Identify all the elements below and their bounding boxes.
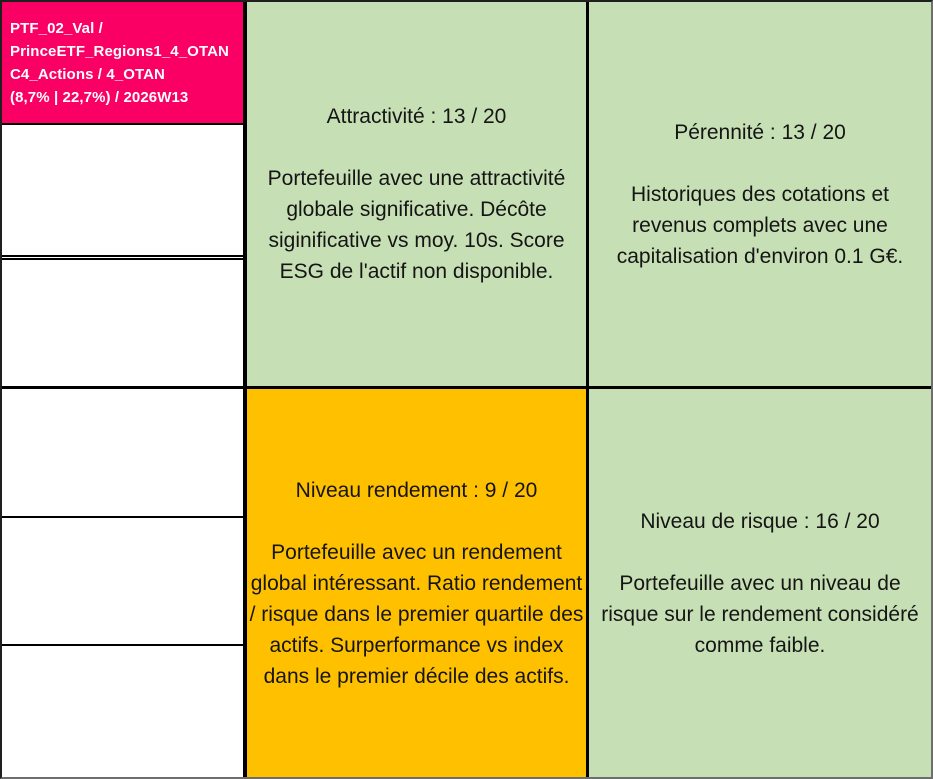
risque-cell — [589, 389, 931, 777]
empty-cell-3 — [2, 389, 243, 518]
perennite-cell — [589, 2, 931, 389]
rendement-score-title: Niveau rendement : 9 / 20 — [295, 478, 538, 502]
empty-cell-4 — [2, 518, 243, 646]
empty-cell-5 — [2, 646, 243, 777]
perennite-score-title: Pérennité : 13 / 20 — [674, 120, 846, 144]
attractivite-description: Portefeuille avec une attractivité globale significative. Décôte siginificative vs moy. 10s. Score ESG de l'actif non disponible. — [267, 167, 566, 283]
attractivite-score-title: Attractivité : 13 / 20 — [326, 105, 507, 128]
portfolio-header-line: (8,7% | 22,7%) / 2026W13 — [10, 88, 189, 106]
attractivite-cell — [247, 2, 586, 389]
portfolio-header-line: PrinceETF_Regions1_4_OTAN — [10, 42, 229, 60]
risque-score-title: Niveau de risque : 16 / 20 — [640, 509, 880, 533]
perennite-description: Historiques des cotations et revenus complets avec une capitalisation d'environ 0.1 G€. — [616, 182, 904, 268]
risque-description: Portefeuille avec un niveau de risque sur le rendement considéré comme faible. — [601, 571, 919, 657]
rendement-description: Portefeuille avec un rendement global intéressant. Ratio rendement / risque dans le premier quartile des actifs. Surperformance vs index dans le premier décile des actifs. — [249, 540, 584, 688]
empty-cell-1 — [2, 125, 243, 260]
right-column — [589, 2, 931, 777]
empty-cell-2 — [2, 260, 243, 389]
portfolio-header-cell — [2, 2, 243, 125]
rendement-cell — [247, 389, 586, 777]
middle-column — [247, 2, 589, 777]
portfolio-header-line: PTF_02_Val / — [10, 19, 103, 37]
left-column — [2, 2, 247, 777]
portfolio-header-line: C4_Actions / 4_OTAN — [10, 65, 165, 83]
